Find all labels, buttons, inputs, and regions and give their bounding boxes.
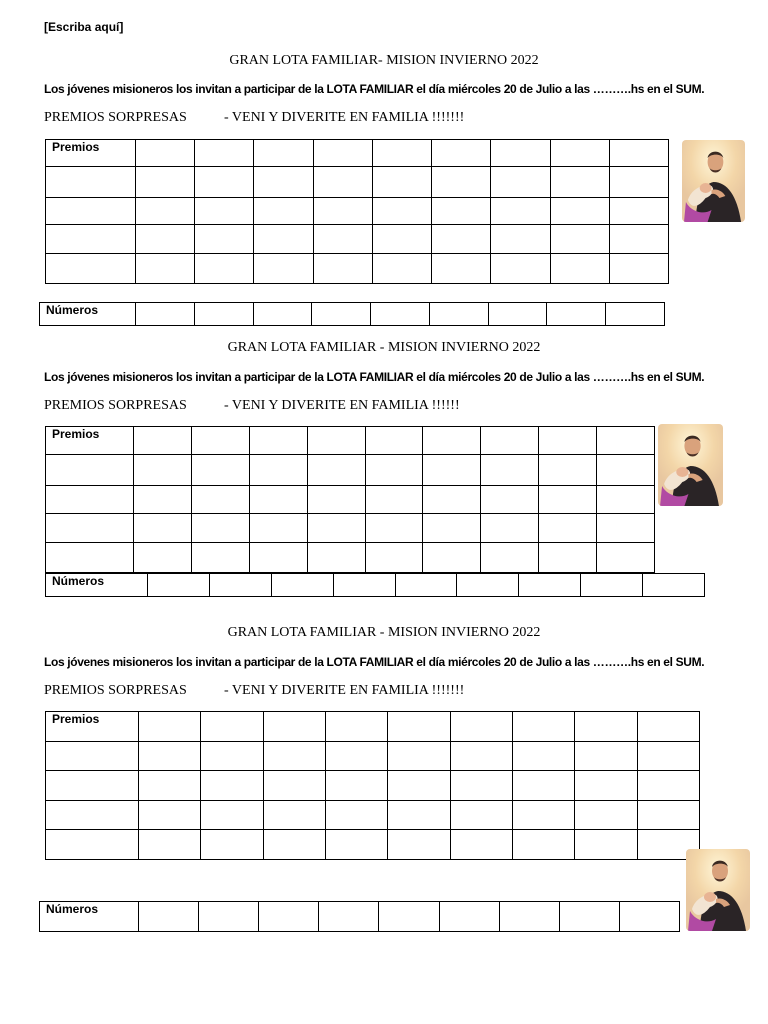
flyer-2-premios-cell[interactable] [46,543,134,573]
flyer-3-numeros-cell[interactable] [259,902,319,932]
flyer-1-premios-cell[interactable] [550,167,609,198]
flyer-2-premios-cell[interactable] [481,514,539,543]
flyer-3-prizes-label: PREMIOS SORPRESAS [44,683,187,698]
flyer-2-premios-cell[interactable] [481,427,539,455]
flyer-3-premios-cell[interactable] [450,742,512,771]
flyer-1-premios-cell[interactable] [136,225,195,254]
flyer-3-premios-cell[interactable] [575,771,637,801]
flyer-1-premios-cell[interactable] [432,225,491,254]
placeholder-text[interactable]: [Escriba aquí] [44,20,124,34]
saint-image [686,849,750,931]
flyer-2-premios-cell[interactable] [46,486,134,514]
flyer-1-premios-cell[interactable] [550,225,609,254]
flyer-1-numeros-cell[interactable] [136,303,195,326]
flyer-3-numeros-cell[interactable] [439,902,499,932]
flyer-2-premios-cell[interactable] [539,543,597,573]
flyer-2-numeros-cell[interactable] [333,574,395,597]
flyer-2-premios-cell[interactable] [597,455,655,486]
flyer-2-premios-cell[interactable] [307,543,365,573]
flyer-1-premios-cell[interactable] [313,198,372,225]
flyer-1-premios-cell[interactable] [195,167,254,198]
flyer-3-premios-cell[interactable] [325,830,387,860]
flyer-1-premios-cell[interactable] [432,254,491,284]
flyer-1-premios-row [46,140,669,167]
flyer-2-premios-cell[interactable] [481,543,539,573]
flyer-3-premios-cell[interactable] [388,801,450,830]
flyer-1-premios-cell[interactable] [46,254,136,284]
flyer-2-premios-cell[interactable] [191,486,249,514]
flyer-1-numeros-label[interactable]: Números [40,303,136,326]
flyer-1-premios-cell[interactable] [254,225,313,254]
flyer-1-premios-row [46,167,669,198]
flyer-3-premios-cell[interactable] [263,801,325,830]
flyer-3-premios-cell[interactable] [46,771,139,801]
flyer-1-premios-cell[interactable] [372,225,431,254]
flyer-2-premios-cell[interactable] [307,455,365,486]
flyer-1-premios-cell[interactable] [254,140,313,167]
flyer-1-premios-cell[interactable] [46,167,136,198]
flyer-1-numeros-cell[interactable] [547,303,606,326]
flyer-3-numeros-row [40,902,680,932]
flyer-3-premios-cell[interactable] [46,830,139,860]
flyer-3-premios-cell[interactable] [575,712,637,742]
flyer-3-premios-cell[interactable] [575,801,637,830]
flyer-2-premios-cell[interactable] [46,514,134,543]
flyer-1-premios-cell[interactable] [254,254,313,284]
flyer-1-premios-cell[interactable] [136,198,195,225]
flyer-3-premios-cell[interactable] [388,771,450,801]
flyer-3-premios-cell[interactable] [450,801,512,830]
flyer-1-premios-row [46,254,669,284]
flyer-2-numeros-cell[interactable] [271,574,333,597]
flyer-2-premios-cell[interactable] [365,543,423,573]
flyer-2-premios-label[interactable]: Premios [46,427,134,455]
flyer-3-premios-cell[interactable] [325,742,387,771]
flyer-3-premios-cell[interactable] [637,801,699,830]
flyer-2-numeros-cell[interactable] [581,574,643,597]
flyer-3-premios-cell[interactable] [139,830,201,860]
flyer-2-premios-cell[interactable] [365,427,423,455]
flyer-3-premios-row [46,771,700,801]
flyer-1-premios-label[interactable]: Premios [46,140,136,167]
flyer-1-premios-cell[interactable] [609,167,668,198]
flyer-2-premios-cell[interactable] [307,427,365,455]
flyer-2-premios-cell[interactable] [365,514,423,543]
flyer-3-premios-cell[interactable] [325,801,387,830]
flyer-3-premios-cell[interactable] [512,801,574,830]
flyer-1-numeros-cell[interactable] [253,303,312,326]
flyer-2-premios-cell[interactable] [249,455,307,486]
flyer-2-premios-cell[interactable] [307,514,365,543]
flyer-2-premios-cell[interactable] [191,427,249,455]
flyer-3-premios-cell[interactable] [263,830,325,860]
flyer-3-premios-cell[interactable] [201,771,263,801]
flyer-2-numeros-cell[interactable] [148,574,210,597]
flyer-2-premios-cell[interactable] [134,455,192,486]
flyer-1-numeros-cell[interactable] [371,303,430,326]
flyer-1-premios-cell[interactable] [491,254,550,284]
flyer-1-title: GRAN LOTA FAMILIAR- MISION INVIERNO 2022 [229,53,539,68]
flyer-3-premios-row [46,712,700,742]
flyer-1-premios-cell[interactable] [432,140,491,167]
flyer-3-premios-cell[interactable] [388,742,450,771]
flyer-3-prizes-line [44,683,465,699]
flyer-2-premios-row [46,486,655,514]
flyer-3-premios-cell[interactable] [575,742,637,771]
flyer-2-numeros-label[interactable]: Números [46,574,148,597]
flyer-3-premios-row [46,830,700,860]
flyer-3-premios-cell[interactable] [512,712,574,742]
flyer-1-prizes-label: PREMIOS SORPRESAS [44,110,187,125]
flyer-3-numeros-label[interactable]: Números [40,902,139,932]
flyer-2-premios-cell[interactable] [307,486,365,514]
flyer-1-premios-cell[interactable] [136,140,195,167]
flyer-2-premios-row [46,455,655,486]
flyer-1-premios-row [46,198,669,225]
flyer-3-premios-cell[interactable] [139,712,201,742]
flyer-2-premios-cell[interactable] [134,486,192,514]
flyer-1-premios-cell[interactable] [432,167,491,198]
flyer-3-premios-cell[interactable] [263,712,325,742]
flyer-2-premios-cell[interactable] [423,427,481,455]
flyer-3-premios-cell[interactable] [575,830,637,860]
flyer-2-premios-cell[interactable] [597,543,655,573]
flyer-1-premios-cell[interactable] [550,198,609,225]
flyer-2-prizes-label: PREMIOS SORPRESAS [44,398,187,413]
flyer-1-slogan: - VENI Y DIVERITE EN FAMILIA !!!!!!! [224,110,465,125]
flyer-1-premios-cell[interactable] [609,225,668,254]
flyer-3-premios-cell[interactable] [450,771,512,801]
flyer-2-premios-cell[interactable] [191,455,249,486]
flyer-1-prizes-line [44,110,465,126]
flyer-2-prizes-line [44,398,460,414]
flyer-3-premios-row [46,742,700,771]
flyer-1-premios-cell[interactable] [609,198,668,225]
flyer-1-premios-cell[interactable] [313,140,372,167]
flyer-2-premios-cell[interactable] [539,427,597,455]
flyer-2-premios-cell[interactable] [365,455,423,486]
flyer-2-numeros-cell[interactable] [519,574,581,597]
flyer-2-premios-cell[interactable] [423,543,481,573]
flyer-2-premios-cell[interactable] [365,486,423,514]
flyer-2-premios-cell[interactable] [134,543,192,573]
flyer-1-premios-cell[interactable] [136,167,195,198]
flyer-3-premios-cell[interactable] [637,742,699,771]
flyer-3-premios-cell[interactable] [388,712,450,742]
flyer-1-numeros-cell[interactable] [606,303,665,326]
flyer-2-premios-cell[interactable] [539,486,597,514]
flyer-3-premios-cell[interactable] [325,771,387,801]
flyer-1-numeros-cell[interactable] [194,303,253,326]
flyer-2-numeros-cell[interactable] [395,574,457,597]
flyer-2-numeros-cell[interactable] [643,574,705,597]
flyer-3-intro: Los jóvenes misioneros los invitan a participar de la LOTA FAMILIAR el día miércoles 20 de Julio a las ……….hs en el SUM. [44,655,705,669]
flyer-1-premios-cell[interactable] [195,225,254,254]
flyer-2-numeros-cell[interactable] [457,574,519,597]
flyer-2-numeros-row [46,574,705,597]
flyer-2-premios-cell[interactable] [249,543,307,573]
flyer-2-premios-cell[interactable] [134,514,192,543]
flyer-1-intro: Los jóvenes misioneros los invitan a participar de la LOTA FAMILIAR el día miércoles 20 de Julio a las ……….hs en el SUM. [44,82,705,96]
flyer-1-premios-cell[interactable] [432,198,491,225]
flyer-1-premios-cell[interactable] [313,167,372,198]
flyer-3-premios-cell[interactable] [512,771,574,801]
flyer-1-premios-cell[interactable] [372,198,431,225]
flyer-2-premios-cell[interactable] [249,486,307,514]
flyer-1-premios-cell[interactable] [46,198,136,225]
flyer-3-premios-cell[interactable] [46,742,139,771]
flyer-2-premios-row [46,514,655,543]
flyer-2-premios-cell[interactable] [191,543,249,573]
flyer-3-premios-row [46,801,700,830]
saint-image [658,424,723,506]
flyer-3-premios-cell[interactable] [201,830,263,860]
flyer-2-premios-cell[interactable] [191,514,249,543]
flyer-3-numeros-cell[interactable] [139,902,199,932]
flyer-3-numeros-cell[interactable] [499,902,559,932]
flyer-2-premios-cell[interactable] [481,455,539,486]
flyer-3-premios-cell[interactable] [450,712,512,742]
flyer-1-premios-cell[interactable] [550,254,609,284]
flyer-1-numeros-cell[interactable] [488,303,547,326]
flyer-2-premios-cell[interactable] [539,514,597,543]
flyer-3-premios-label[interactable]: Premios [46,712,139,742]
flyer-1-premios-cell[interactable] [136,254,195,284]
flyer-1-numeros-cell[interactable] [312,303,371,326]
flyer-3-premios-cell[interactable] [201,742,263,771]
flyer-2-premios-table [45,426,655,573]
flyer-1-premios-cell[interactable] [313,254,372,284]
flyer-2-premios-cell[interactable] [423,486,481,514]
flyer-3-premios-cell[interactable] [139,742,201,771]
flyer-1-premios-cell[interactable] [195,140,254,167]
flyer-1-premios-cell[interactable] [491,225,550,254]
flyer-3-numeros-cell[interactable] [199,902,259,932]
flyer-1-premios-cell[interactable] [491,140,550,167]
flyer-3-premios-cell[interactable] [201,801,263,830]
flyer-1-numeros-table [39,302,665,326]
flyer-2-premios-cell[interactable] [481,486,539,514]
flyer-3-premios-cell[interactable] [388,830,450,860]
flyer-1-premios-cell[interactable] [372,254,431,284]
flyer-1-premios-table [45,139,669,284]
flyer-3-premios-cell[interactable] [512,742,574,771]
flyer-2-premios-cell[interactable] [134,427,192,455]
flyer-1-premios-cell[interactable] [195,198,254,225]
flyer-2-premios-cell[interactable] [423,455,481,486]
flyer-1-premios-cell[interactable] [609,140,668,167]
flyer-1-premios-cell[interactable] [609,254,668,284]
flyer-2-premios-cell[interactable] [249,427,307,455]
flyer-2-slogan: - VENI Y DIVERITE EN FAMILIA !!!!!! [224,398,460,413]
flyer-3-premios-cell[interactable] [201,712,263,742]
flyer-1-premios-cell[interactable] [491,167,550,198]
flyer-2-numeros-table [45,573,705,597]
flyer-2-premios-cell[interactable] [597,427,655,455]
flyer-3-premios-cell[interactable] [139,801,201,830]
flyer-3-numeros-cell[interactable] [379,902,439,932]
flyer-2-premios-cell[interactable] [46,455,134,486]
flyer-2-premios-cell[interactable] [597,486,655,514]
flyer-3-numeros-cell[interactable] [559,902,619,932]
flyer-3-premios-cell[interactable] [637,771,699,801]
flyer-3-title: GRAN LOTA FAMILIAR - MISION INVIERNO 2022 [227,625,541,640]
flyer-3-numeros-cell[interactable] [319,902,379,932]
flyer-2-premios-cell[interactable] [539,455,597,486]
flyer-3-slogan: - VENI Y DIVERITE EN FAMILIA !!!!!!! [224,683,465,698]
flyer-2-premios-cell[interactable] [423,514,481,543]
flyer-2-premios-cell[interactable] [597,514,655,543]
flyer-3-numeros-table [39,901,680,932]
flyer-3-premios-cell[interactable] [263,771,325,801]
flyer-1-premios-cell[interactable] [372,140,431,167]
flyer-1-premios-cell[interactable] [550,140,609,167]
flyer-3-premios-cell[interactable] [325,712,387,742]
flyer-3-premios-cell[interactable] [637,712,699,742]
flyer-1-premios-cell[interactable] [254,167,313,198]
flyer-1-premios-cell[interactable] [372,167,431,198]
flyer-3-premios-cell[interactable] [450,830,512,860]
flyer-1-premios-cell[interactable] [254,198,313,225]
flyer-2-premios-cell[interactable] [249,514,307,543]
flyer-3-numeros-cell[interactable] [619,902,679,932]
flyer-1-premios-cell[interactable] [313,225,372,254]
flyer-2-intro: Los jóvenes misioneros los invitan a participar de la LOTA FAMILIAR el día miércoles 20 de Julio a las ……….hs en el SUM. [44,370,705,384]
flyer-1-premios-row [46,225,669,254]
flyer-1-numeros-cell[interactable] [429,303,488,326]
flyer-1-numeros-row [40,303,665,326]
flyer-2-numeros-cell[interactable] [209,574,271,597]
flyer-2-title: GRAN LOTA FAMILIAR - MISION INVIERNO 2022 [227,340,541,355]
flyer-3-premios-table [45,711,700,860]
flyer-2-premios-row [46,543,655,573]
flyer-1-premios-cell[interactable] [195,254,254,284]
saint-image [682,140,745,222]
flyer-3-premios-cell[interactable] [46,801,139,830]
flyer-3-premios-cell[interactable] [139,771,201,801]
flyer-3-premios-cell[interactable] [263,742,325,771]
flyer-3-premios-cell[interactable] [512,830,574,860]
flyer-2-premios-row [46,427,655,455]
flyer-1-premios-cell[interactable] [491,198,550,225]
flyer-1-premios-cell[interactable] [46,225,136,254]
